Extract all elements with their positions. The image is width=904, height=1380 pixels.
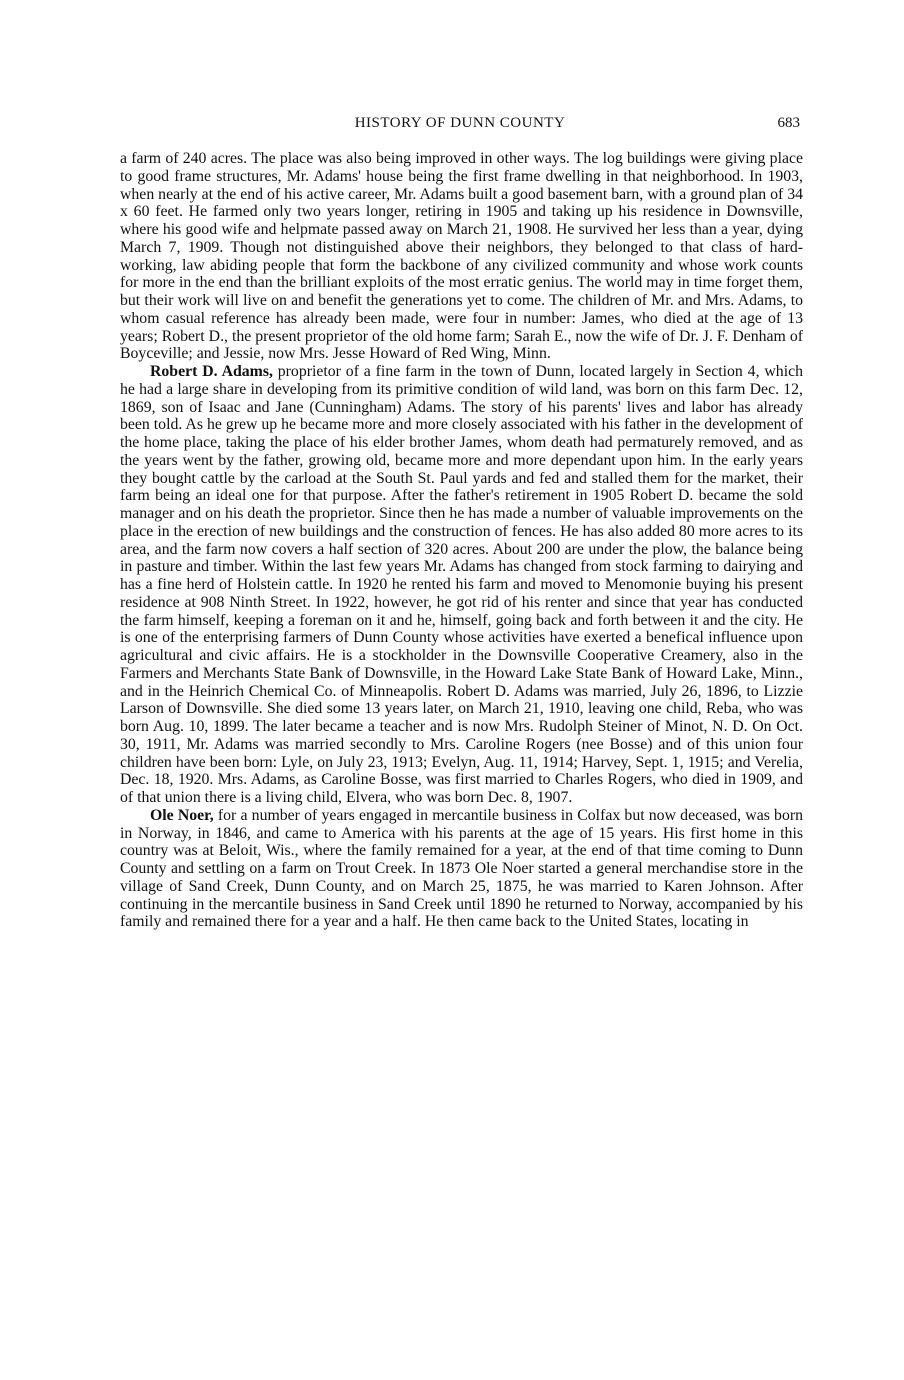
running-head: HISTORY OF DUNN COUNTY [354, 115, 566, 131]
paragraph-robert-d-adams [120, 363, 803, 807]
biography-name: Ole Noer, [150, 806, 214, 824]
paragraph-text: for a number of years engaged in mercantile business in Colfax but now deceased, was born in Norway, in 1846, and came to America with his parents at the age of 15 years. His first home in this country was at Beloit, Wis., where the family remained for a year, at the end of that time coming to Dunn County and settling on a farm on Trout Creek. In 1873 Ole Noer started a general merchandise store in the village of Sand Creek, Dunn County, and on March 25, 1875, he was married to Karen Johnson. After continuing in the mercantile business in Sand Creek until 1890 he returned to Norway, accompanied by his family and remained there for a year and a half. He then came back to the United States, locating in [120, 806, 803, 931]
body-text [120, 150, 803, 931]
page-header [120, 115, 800, 137]
paragraph-ole-noer [120, 807, 803, 931]
page-number: 683 [777, 115, 800, 131]
paragraph-text: proprietor of a fine farm in the town of Dunn, located largely in Section 4, which he had a large share in developing from its primitive condition of wild land, was born on this farm Dec. 12, 1869, son of Isaac and Jane (Cunningham) Adams. The story of his parents' lives and labor has already been told. As he grew up he became more and more closely associated with his father in the development of the home place, taking the place of his elder brother James, whom death had permaturely removed, and as the years went by the father, growing old, became more and more dependant upon him. In the early years they bought cattle by the carload at the South St. Paul yards and fed and stalled them for the market, their farm being an ideal one for that purpose. After the father's retirement in 1905 Robert D. became the sold manager and on his death the proprietor. Since then he has made a number of valuable improvements on the place in the erection of new buildings and the construction of fences. He has also added 80 more acres to its area, and the farm now covers a half section of 320 acres. About 200 are under the plow, the balance being in pasture and timber. Within the last few years Mr. Adams has changed from stock farming to dairying and has a fine herd of Holstein cattle. In 1920 he rented his farm and moved to Menomonie buying his present residence at 908 Ninth Street. In 1922, however, he got rid of his renter and since that year has conducted the farm himself, keeping a foreman on it and he, himself, going back and forth between it and the city. He is one of the enterprising farmers of Dunn County whose activities have exerted a benefical influence upon agricultural and civic affairs. He is a stockholder in the Downsville Cooperative Creamery, also in the Farmers and Merchants State Bank of Downsville, in the Howard Lake State Bank of Howard Lake, Minn., and in the Heinrich Chemical Co. of Minneapolis. Robert D. Adams was married, July 26, 1896, to Lizzie Larson of Downsville. She died some 13 years later, on March 21, 1910, leaving one child, Reba, who was born Aug. 10, 1899. The later became a teacher and is now Mrs. Rudolph Steiner of Minot, N. D. On Oct. 30, 1911, Mr. Adams was married secondly to Mrs. Caroline Rogers (nee Bosse) and of this union four children have been born: Lyle, on July 23, 1913; Evelyn, Aug. 11, 1914; Harvey, Sept. 1, 1915; and Verelia, Dec. 18, 1920. Mrs. Adams, as Caroline Bosse, was first married to Charles Rogers, who died in 1909, and of that union there is a living child, Elvera, who was born Dec. 8, 1907. [120, 363, 803, 806]
biography-name: Robert D. Adams, [150, 363, 273, 380]
paragraph-adams-family [120, 150, 803, 363]
paragraph-text: a farm of 240 acres. The place was also being improved in other ways. The log buildings were giving place to good frame structures, Mr. Adams' house being the first frame dwelling in that neighborhood. In 1903, when nearly at the end of his active career, Mr. Adams built a good basement barn, with a ground plan of 34 x 60 feet. He farmed only two years longer, retiring in 1905 and taking up his residence in Downsville, where his good wife and helpmate passed away on March 21, 1908. He survived her less than a year, dying March 7, 1909. Though not distinguished above their neighbors, they belonged to that class of hard-working, law abiding people that form the backbone of any civilized community and whose work counts for more in the end than the brilliant exploits of the most erratic genius. The world may in time forget them, but their work will live on and benefit the generations yet to come. The children of Mr. and Mrs. Adams, to whom casual reference has already been made, were four in number: James, who died at the age of 13 years; Robert D., the present proprietor of the old home farm; Sarah E., now the wife of Dr. J. F. Denham of Boyceville; and Jessie, now Mrs. Jesse Howard of Red Wing, Minn. [120, 150, 803, 363]
